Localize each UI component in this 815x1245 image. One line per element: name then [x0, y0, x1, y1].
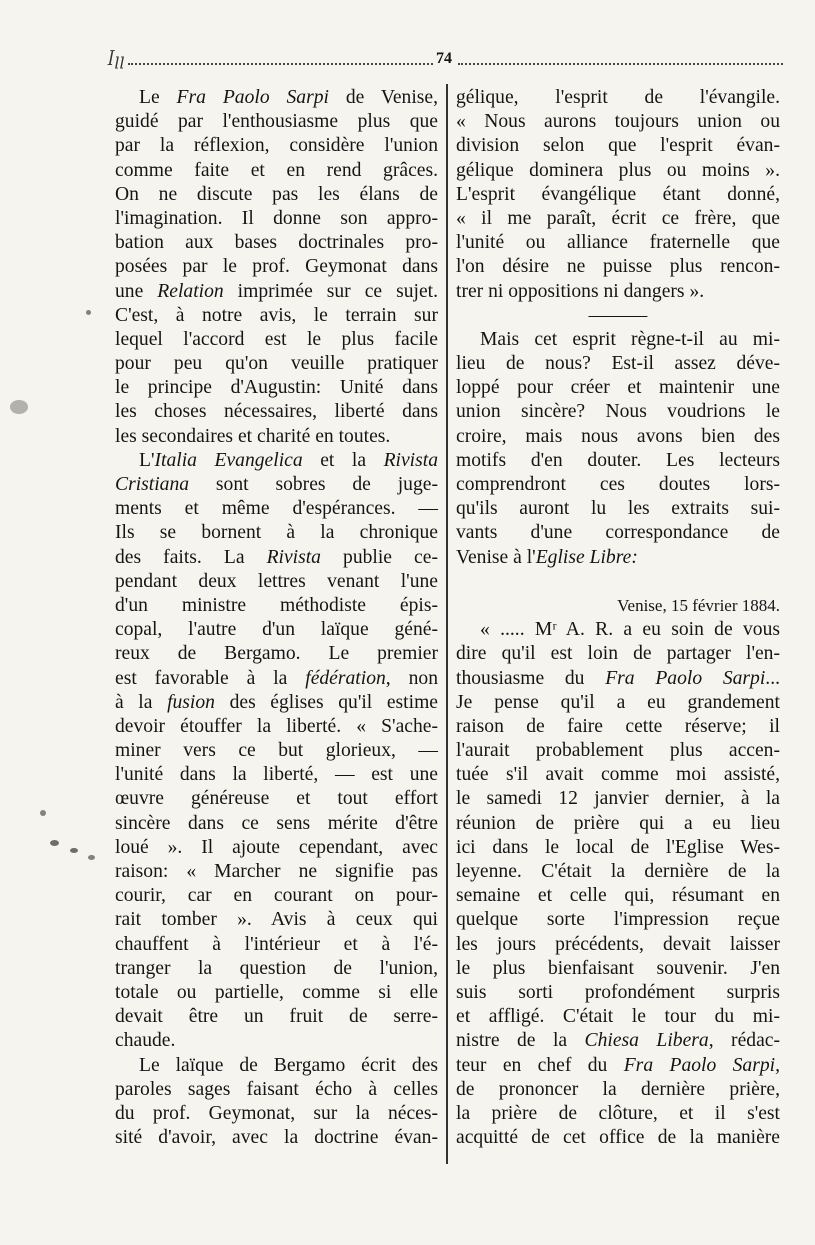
text-fragment: quelque sorte l'impression reçue	[456, 909, 780, 931]
text-line	[115, 521, 438, 545]
text-fragment: union sincère? Nous voudrions le	[456, 401, 780, 423]
text-line	[456, 739, 780, 763]
text-fragment: gélique dominera plus ou moins ».	[456, 159, 780, 181]
text-line	[115, 304, 438, 328]
italic-text: Rivista	[383, 449, 438, 471]
text-fragment: Je pense qu'il a eu grandement	[456, 691, 780, 713]
text-line	[115, 425, 438, 449]
text-line	[115, 618, 438, 642]
text-line	[456, 1102, 780, 1126]
text-line	[115, 787, 438, 811]
italic-text: Italia Evangelica	[154, 449, 303, 471]
text-fragment: rait tomber ». Avis à ceux qui	[115, 909, 438, 931]
column-divider	[446, 84, 448, 1164]
text-fragment: L'esprit évangélique étant donné,	[456, 183, 780, 205]
text-line	[456, 255, 780, 279]
text-line	[115, 1102, 438, 1126]
text-line	[456, 546, 780, 570]
text-fragment: copal, l'autre d'un laïque géné-	[115, 619, 438, 641]
text-fragment: la prière de clôture, et il s'est	[456, 1102, 780, 1124]
text-line	[115, 884, 438, 908]
text-line	[115, 183, 438, 207]
text-line	[456, 884, 780, 908]
text-line	[456, 1005, 780, 1029]
text-fragment: teur en chef du	[456, 1054, 624, 1076]
text-fragment: de Venise,	[328, 87, 438, 108]
text-fragment: guidé par l'enthousiasme plus que	[115, 111, 438, 133]
text-line	[456, 134, 780, 158]
text-line	[115, 908, 438, 932]
text-line	[456, 667, 780, 691]
text-line	[115, 280, 438, 304]
text-fragment: On ne discute pas les élans de	[115, 183, 438, 205]
text-fragment: pour peu qu'on veuille pratiquer	[115, 353, 438, 375]
text-line	[456, 497, 780, 521]
text-fragment: C'est, à notre avis, le terrain sur	[115, 304, 438, 326]
text-fragment: division selon que l'esprit évan-	[456, 135, 780, 157]
text-line	[115, 473, 438, 497]
text-line	[456, 618, 780, 642]
text-fragment: tuée s'il avait comme moi assisté,	[456, 764, 780, 786]
text-fragment: reux de Bergamo. Le premier	[115, 643, 438, 665]
text-line	[115, 1005, 438, 1029]
text-fragment: l'unité ou alliance fraternelle que	[456, 232, 780, 254]
text-fragment: et la	[302, 449, 384, 471]
italic-text: Chiesa Libera	[584, 1030, 709, 1052]
text-fragment: leyenne. C'était la dernière de la	[456, 861, 780, 882]
text-fragment: ...	[765, 667, 780, 689]
text-fragment: , non	[385, 667, 439, 689]
text-fragment: , rédac-	[708, 1030, 780, 1052]
italic-text: Rivista	[266, 546, 321, 568]
text-fragment: Venise à l'	[456, 546, 536, 568]
text-line	[456, 400, 780, 424]
ink-speck	[86, 310, 91, 315]
text-fragment: posées par le prof. Geymonat dans	[115, 256, 438, 278]
text-fragment: des faits. La	[115, 546, 267, 568]
text-line	[456, 812, 780, 836]
text-line	[115, 159, 438, 183]
text-line	[456, 183, 780, 207]
text-fragment: L'	[139, 449, 155, 471]
text-line	[115, 715, 438, 739]
text-line	[456, 473, 780, 497]
text-fragment: gélique, l'esprit de l'évangile.	[456, 87, 780, 108]
ink-speck	[70, 848, 78, 853]
text-line	[115, 231, 438, 255]
text-fragment: chauffent à l'intérieur et à l'é-	[115, 933, 438, 955]
page-header	[108, 50, 783, 74]
text-line	[115, 933, 438, 957]
ink-speck	[88, 855, 95, 860]
text-line	[115, 836, 438, 860]
text-fragment: ici dans le local de l'Eglise Wes-	[456, 836, 780, 858]
text-line	[456, 836, 780, 860]
text-line	[456, 231, 780, 255]
italic-text: Fra Paolo Sarpi,	[623, 1054, 780, 1076]
text-fragment: Le	[139, 87, 177, 108]
text-fragment: lequel l'accord est le plus facile	[115, 328, 438, 350]
text-fragment: Le laïque de Bergamo écrit des	[139, 1054, 438, 1076]
text-fragment: vants d'une correspondance de	[456, 522, 780, 544]
text-fragment: courir, car en courant on pour-	[115, 885, 438, 907]
left-column	[115, 86, 438, 1150]
text-line	[115, 1054, 438, 1078]
text-line	[115, 860, 438, 884]
text-fragment: imprimée sur ce sujet.	[223, 280, 438, 302]
header-rule-left	[128, 63, 433, 65]
text-line	[115, 570, 438, 594]
text-line	[456, 594, 780, 618]
text-fragment: les jours précédents, devait laisser	[456, 933, 780, 955]
text-fragment: sont sobres de juge-	[189, 474, 438, 495]
text-line	[456, 908, 780, 932]
text-fragment: des églises qu'il estime	[214, 691, 439, 713]
text-fragment: paroles sages faisant écho à celles	[115, 1078, 438, 1100]
text-line	[115, 594, 438, 618]
text-line	[456, 642, 780, 666]
ink-speck	[50, 840, 59, 846]
text-fragment: ments et même d'espérances. —	[115, 498, 438, 520]
italic-text: Cristiana	[115, 474, 190, 495]
text-fragment: les secondaires et charité en toutes.	[115, 425, 391, 447]
text-line	[115, 497, 438, 521]
ink-speck	[40, 810, 46, 816]
text-fragment: ———	[588, 304, 648, 326]
text-line	[456, 425, 780, 449]
text-line	[115, 1029, 438, 1053]
text-line	[456, 981, 780, 1005]
text-fragment: totale ou partielle, comme si elle	[115, 981, 438, 1003]
italic-text: fusion	[167, 691, 215, 713]
text-line	[115, 981, 438, 1005]
right-column	[456, 86, 780, 1150]
text-fragment: lieu de nous? Est-il assez déve-	[456, 353, 780, 375]
text-fragment: pendant deux lettres venant l'une	[115, 570, 438, 592]
text-fragment: semaine et celle qui, résumant en	[456, 885, 780, 907]
text-line	[456, 159, 780, 183]
text-line	[456, 957, 780, 981]
text-fragment: le principe d'Augustin: Unité dans	[115, 377, 438, 399]
text-line	[115, 763, 438, 787]
text-fragment: chaude.	[115, 1030, 176, 1052]
text-line	[456, 1029, 780, 1053]
text-line	[456, 933, 780, 957]
italic-text: fédération	[305, 667, 386, 689]
text-line	[115, 546, 438, 570]
text-line	[456, 1126, 780, 1150]
text-line	[456, 376, 780, 400]
text-fragment: comme faite et en rend grâces.	[115, 159, 438, 181]
text-fragment: par la réflexion, considère l'union	[115, 135, 438, 157]
text-line	[456, 328, 780, 352]
text-fragment: acquitté de cet office de la manière	[456, 1127, 780, 1149]
text-fragment: réunion de prière qui a eu lieu	[456, 812, 780, 834]
text-line	[115, 667, 438, 691]
text-fragment: les choses nécessaires, liberté dans	[115, 401, 438, 423]
text-line	[456, 449, 780, 473]
text-line	[456, 787, 780, 811]
text-line	[115, 691, 438, 715]
text-fragment: loué ». Il ajoute cependant, avec	[115, 836, 438, 858]
text-fragment: raison de faire cette réserve; il	[456, 715, 780, 737]
text-fragment: le plus bienfaisant souvenir. J'en	[456, 957, 780, 979]
text-line	[456, 304, 780, 328]
text-fragment: et affligé. C'était le tour du mi-	[456, 1006, 780, 1028]
text-line	[115, 400, 438, 424]
text-line	[115, 207, 438, 231]
text-line	[456, 691, 780, 715]
text-line	[115, 1078, 438, 1102]
text-fragment: le samedi 12 janvier dernier, à la	[456, 788, 780, 810]
text-line	[456, 570, 780, 594]
text-fragment: d'un ministre méthodiste épis-	[115, 594, 438, 616]
text-fragment: « ..... Mʳ A. R. a eu soin de vous	[480, 619, 780, 641]
text-fragment: publie ce-	[320, 546, 438, 568]
text-line	[115, 957, 438, 981]
text-fragment: motifs d'en douter. Les lecteurs	[456, 449, 780, 471]
text-fragment: thousiasme du	[456, 667, 606, 689]
text-fragment: « il me paraît, écrit ce frère, que	[456, 207, 780, 229]
text-fragment: raison: « Marcher ne signifie pas	[115, 861, 438, 882]
text-line	[115, 134, 438, 158]
text-fragment: trer ni oppositions ni dangers ».	[456, 280, 705, 302]
text-line	[456, 763, 780, 787]
text-fragment: l'aurait probablement plus accen-	[456, 740, 780, 762]
text-line	[115, 86, 438, 110]
text-fragment: est favorable à la	[115, 667, 306, 689]
text-line	[115, 328, 438, 352]
text-fragment: nistre de la	[456, 1030, 585, 1052]
italic-text: Fra Paolo Sarpi	[176, 87, 329, 108]
text-fragment: Mais cet esprit règne-t-il au mi-	[480, 328, 780, 350]
text-fragment: sincère dans ce sens mérite d'être	[115, 812, 438, 834]
text-line	[456, 715, 780, 739]
text-fragment: qu'ils auront lu les extraits sui-	[456, 498, 780, 520]
header-rule-right	[458, 63, 783, 65]
text-line	[115, 352, 438, 376]
ink-speck	[10, 400, 28, 414]
text-line	[115, 449, 438, 473]
text-line	[115, 1126, 438, 1150]
page-number: 74	[436, 50, 452, 67]
text-fragment: miner vers ce but glorieux, —	[115, 740, 438, 762]
text-line	[456, 86, 780, 110]
text-line	[115, 642, 438, 666]
text-line	[456, 110, 780, 134]
text-line	[115, 812, 438, 836]
text-fragment: bation aux bases doctrinales pro-	[115, 232, 438, 254]
italic-text: Relation	[157, 280, 224, 302]
text-fragment: Ils se bornent à la chronique	[115, 522, 438, 544]
text-fragment: devait être un fruit de serre-	[115, 1006, 438, 1028]
text-fragment: l'unité dans la liberté, — est une	[115, 764, 438, 786]
text-fragment: comprendront ces doutes lors-	[456, 474, 780, 495]
text-line	[115, 739, 438, 763]
text-fragment: l'on désire ne puisse plus rencon-	[456, 256, 780, 278]
italic-text: Fra Paolo Sarpi	[605, 667, 766, 689]
text-fragment: devoir étouffer la liberté. « S'ache-	[115, 715, 438, 737]
text-fragment: une	[115, 280, 158, 302]
text-line	[456, 207, 780, 231]
text-line	[456, 1078, 780, 1102]
text-line	[456, 280, 780, 304]
text-fragment: de prononcer la dernière prière,	[456, 1078, 780, 1100]
text-line	[115, 255, 438, 279]
text-fragment: croire, mais nous avons bien des	[456, 425, 780, 447]
text-fragment: l'imagination. Il donne son appro-	[115, 207, 438, 229]
text-fragment: Venise, 15 février 1884.	[617, 595, 780, 615]
text-fragment: suis sorti profondément surpris	[456, 981, 780, 1003]
italic-text: Eglise Libre:	[535, 546, 638, 568]
header-mark: ꟾꞁꞁ	[108, 52, 125, 69]
text-line	[115, 110, 438, 134]
text-line	[456, 521, 780, 545]
text-fragment: du prof. Geymonat, sur la néces-	[115, 1102, 438, 1124]
text-fragment: tranger la question de l'union,	[115, 957, 438, 979]
text-fragment: loppé pour créer et maintenir une	[456, 377, 780, 399]
text-fragment: sité d'avoir, avec la doctrine évan-	[115, 1127, 438, 1149]
text-fragment: à la	[115, 691, 168, 713]
text-fragment: « Nous aurons toujours union ou	[456, 111, 780, 133]
text-line	[456, 1054, 780, 1078]
text-line	[456, 860, 780, 884]
text-line	[456, 352, 780, 376]
text-line	[115, 376, 438, 400]
text-fragment: dire qu'il est loin de partager l'en-	[456, 643, 780, 665]
text-fragment: œuvre généreuse et tout effort	[115, 788, 438, 810]
